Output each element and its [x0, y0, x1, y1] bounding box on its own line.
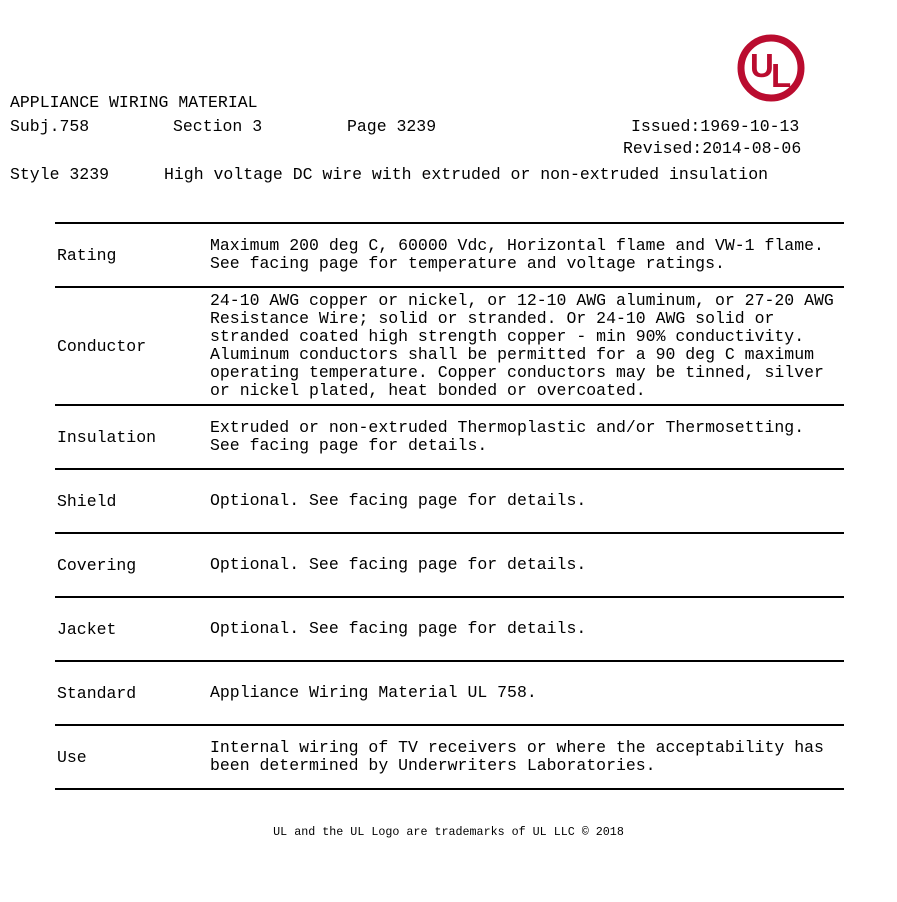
- table-row: [55, 468, 844, 532]
- spec-table: [55, 222, 844, 790]
- row-label: Covering: [57, 555, 137, 575]
- trademark-notice: UL and the UL Logo are trademarks of UL LLC © 2018: [273, 825, 624, 839]
- row-label: Jacket: [57, 619, 117, 639]
- page-number: Page 3239: [347, 117, 437, 136]
- section-number: Section 3: [173, 117, 263, 136]
- row-label: Insulation: [57, 427, 157, 447]
- row-text: Extruded or non-extruded Thermoplastic and/or Thermosetting. See facing page for details.: [210, 418, 805, 455]
- style-number: Style 3239: [10, 165, 110, 184]
- table-row: [55, 532, 844, 596]
- row-text: Optional. See facing page for details.: [210, 619, 587, 638]
- row-text: Maximum 200 deg C, 60000 Vdc, Horizontal flame and VW-1 flame. See facing page for temperature and voltage ratings.: [210, 236, 824, 273]
- document-title: APPLIANCE WIRING MATERIAL: [10, 93, 258, 112]
- table-row: [55, 404, 844, 468]
- ul-logo-svg: [737, 34, 805, 102]
- table-row: [55, 222, 844, 286]
- row-text: 24-10 AWG copper or nickel, or 12-10 AWG aluminum, or 27-20 AWG Resistance Wire; solid or stranded. Or 24-10 AWG solid or stranded coated high strength copper - min 90% conductivity. Aluminum conductors shall be permitted for a 90 deg C maximum operating temperature. Copper conductors may be tinned, silver or nickel plated, heat bonded or overcoated.: [210, 291, 834, 400]
- issued-date: Issued:1969-10-13: [631, 117, 800, 136]
- subject-number: Subj.758: [10, 117, 90, 136]
- row-label: Standard: [57, 683, 137, 703]
- table-row: [55, 724, 844, 788]
- row-text: Optional. See facing page for details.: [210, 491, 587, 510]
- table-row: [55, 596, 844, 660]
- row-text: Optional. See facing page for details.: [210, 555, 587, 574]
- table-row: [55, 660, 844, 724]
- row-text: Appliance Wiring Material UL 758.: [210, 683, 537, 702]
- table-row: [55, 286, 844, 404]
- revised-date: Revised:2014-08-06: [623, 139, 802, 158]
- row-label: Shield: [57, 491, 117, 511]
- row-label: Use: [57, 747, 87, 767]
- ul-logo-letter-l: L: [771, 57, 792, 94]
- row-text: Internal wiring of TV receivers or where the acceptability has been determined by Underwriters Laboratories.: [210, 738, 824, 775]
- style-description: High voltage DC wire with extruded or non-extruded insulation: [164, 165, 768, 184]
- ul-logo-letter-u: U: [750, 47, 774, 84]
- row-label: Conductor: [57, 336, 147, 356]
- row-label: Rating: [57, 245, 117, 265]
- ul-logo-icon: [737, 34, 805, 102]
